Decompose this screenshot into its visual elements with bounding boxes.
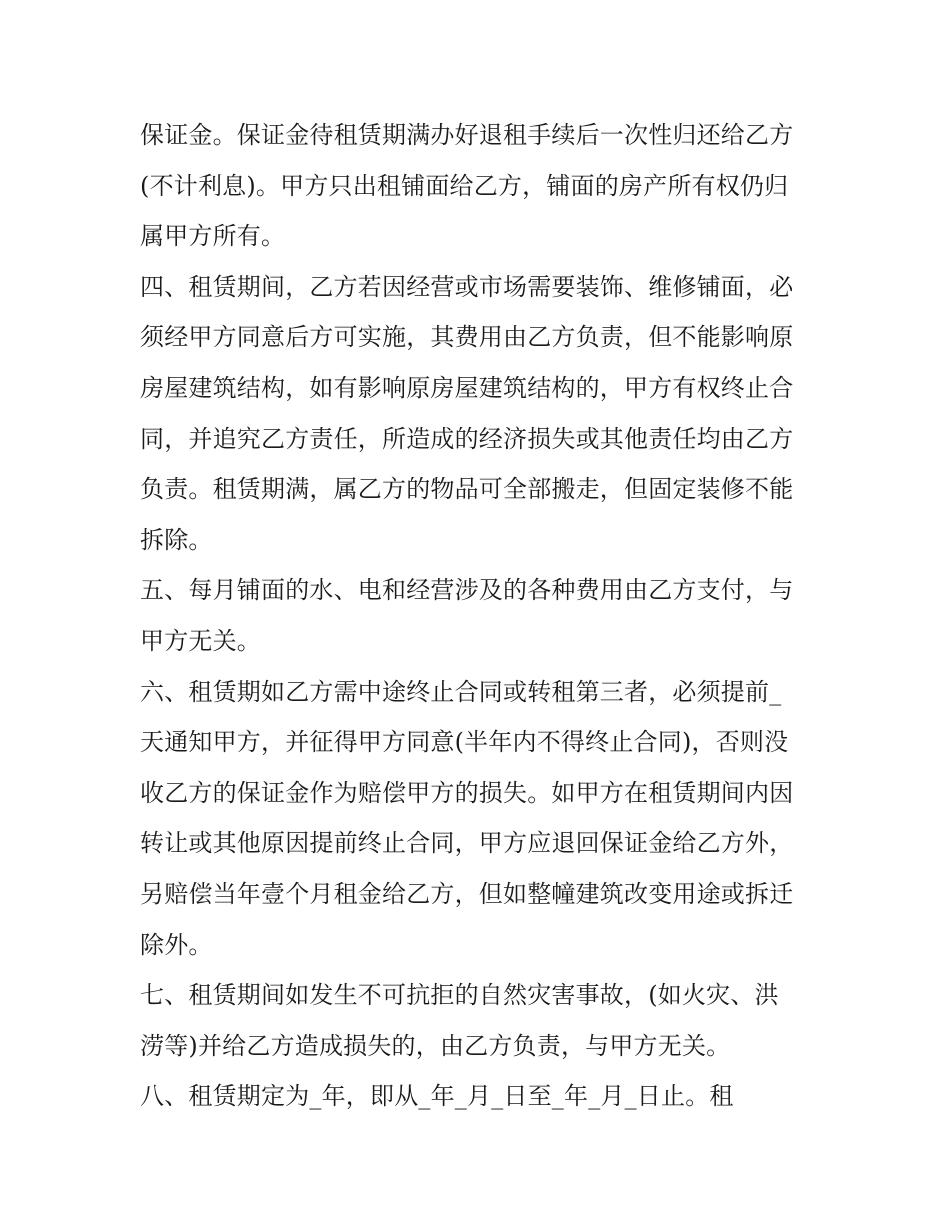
text-line: 七、租赁期间如发生不可抗拒的自然灾害事故，(如火灾、洪 xyxy=(140,981,779,1010)
text-line: 负责。租赁期满，属乙方的物品可全部搬走，但固定装修不能 xyxy=(140,475,794,504)
text-line: 收乙方的保证金作为赔偿甲方的损失。如甲方在租赁期间内因 xyxy=(140,778,794,807)
text-line: 天通知甲方，并征得甲方同意(半年内不得终止合同)，否则没 xyxy=(140,728,789,757)
text-line: 属甲方所有。 xyxy=(140,222,286,251)
text-line: 拆除。 xyxy=(140,525,213,554)
text-line: 保证金。保证金待租赁期满办好退租手续后一次性归还给乙方 xyxy=(140,121,794,149)
text-line: (不计利息)。甲方只出租铺面给乙方，铺面的房产所有权仍归 xyxy=(140,171,789,200)
text-line: 除外。 xyxy=(140,930,213,959)
text-line: 五、每月铺面的水、电和经营涉及的各种费用由乙方支付，与 xyxy=(140,576,794,605)
text-line: 房屋建筑结构，如有影响原房屋建筑结构的，甲方有权终止合 xyxy=(140,373,794,402)
text-line: 八、租赁期定为_年，即从_年_月_日至_年_月_日止。租 xyxy=(140,1082,734,1111)
document-body xyxy=(140,110,820,1122)
text-line: 须经甲方同意后方可实施，其费用由乙方负责，但不能影响原 xyxy=(140,323,794,352)
text-line: 甲方无关。 xyxy=(140,626,261,655)
text-line: 四、租赁期间，乙方若因经营或市场需要装饰、维修铺面，必 xyxy=(140,272,794,301)
text-line: 转让或其他原因提前终止合同，甲方应退回保证金给乙方外， xyxy=(140,829,794,858)
text-line: 另赔偿当年壹个月租金给乙方，但如整幢建筑改变用途或拆迁 xyxy=(140,879,794,908)
text-line: 六、租赁期如乙方需中途终止合同或转租第三者，必须提前_ xyxy=(140,677,782,706)
text-line: 涝等)并给乙方造成损失的，由乙方负责，与甲方无关。 xyxy=(140,1031,731,1060)
text-line: 同，并追究乙方责任，所造成的经济损失或其他责任均由乙方 xyxy=(140,424,794,453)
